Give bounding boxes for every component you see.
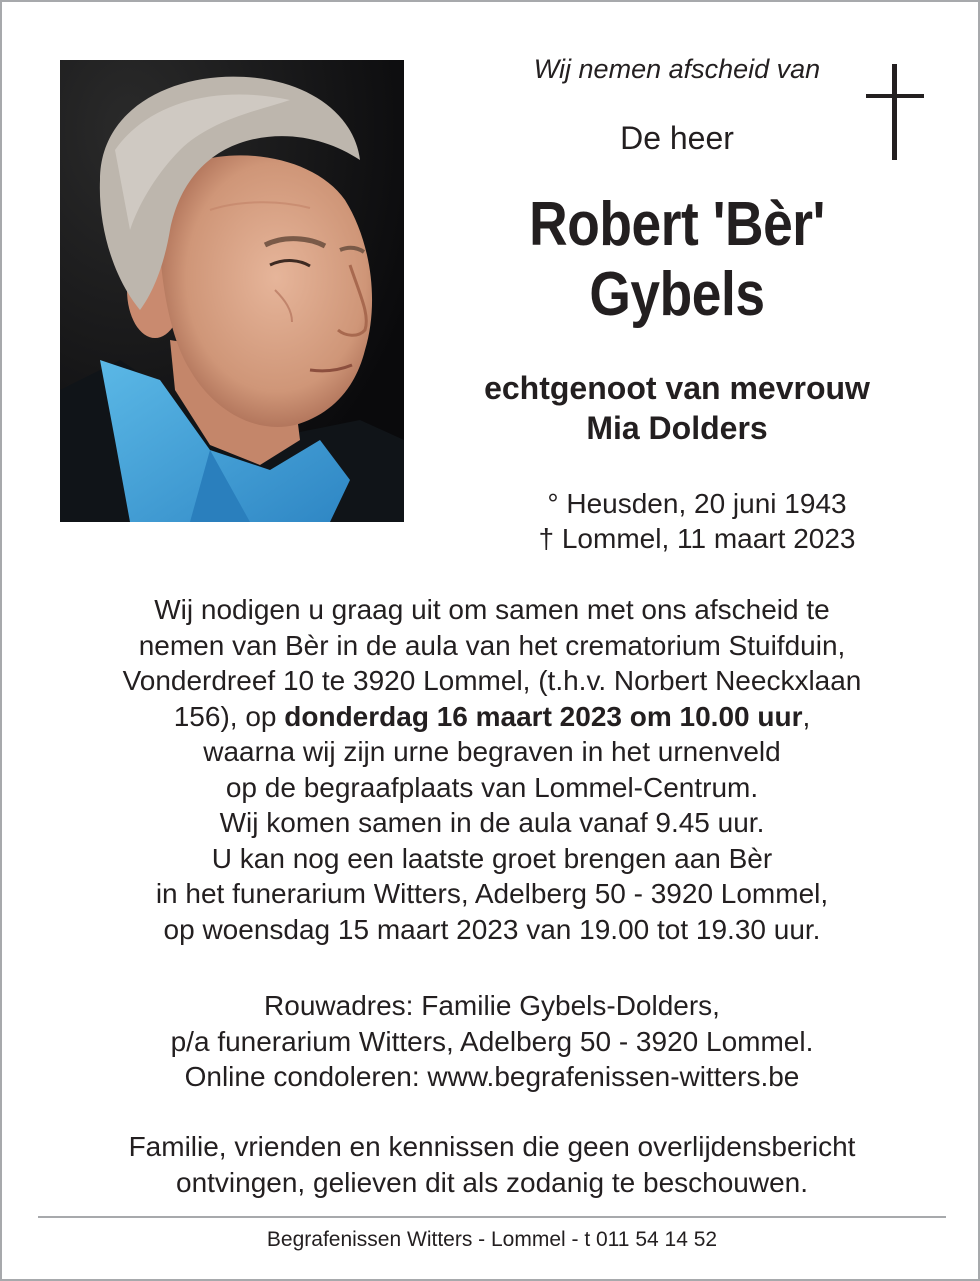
notice-text <box>42 1129 942 1200</box>
invitation-line <box>42 699 942 735</box>
invitation-line-end: , <box>802 700 811 732</box>
invitation-line: op woensdag 15 maart 2023 van 19.00 tot 19.30 uur. <box>163 913 821 945</box>
spouse-line-1: echtgenoot van mevrouw <box>484 370 870 406</box>
death-date: † Lommel, 11 maart 2023 <box>538 523 856 554</box>
name-line-1: Robert 'Bèr' <box>529 190 825 259</box>
invitation-line: op de begraafplaats van Lommel-Centrum. <box>225 771 759 803</box>
invitation-line: Wij nodigen u graag uit om samen met ons afscheid te <box>154 594 830 625</box>
salutation: De heer <box>620 120 734 156</box>
ceremony-date-time: donderdag 16 maart 2023 om 10.00 uur <box>284 700 803 732</box>
invitation-text <box>42 592 942 947</box>
address-line: p/a funerarium Witters, Adelberg 50 - 3920 Lommel. <box>170 1025 814 1057</box>
spouse-line-2: Mia Dolders <box>586 410 768 446</box>
invitation-line: in het funerarium Witters, Adelberg 50 - 3920 Lommel, <box>155 878 829 909</box>
address-line: Rouwadres: Familie Gybels-Dolders, <box>264 990 720 1021</box>
invitation-line: Wij komen samen in de aula vanaf 9.45 uur. <box>219 807 765 838</box>
invitation-line-start: 156), op <box>173 700 285 732</box>
footer-text: Begrafenissen Witters - Lommel - t 011 54 14 52 <box>266 1228 718 1251</box>
invitation-line: waarna wij zijn urne begraven in het urnenveld <box>203 736 781 767</box>
footer-divider <box>38 1216 946 1218</box>
name-line-2: Gybels <box>589 260 765 329</box>
invitation-line: nemen van Bèr in de aula van het crematorium Stuifduin, <box>138 629 846 661</box>
invitation-line: U kan nog een laatste groet brengen aan Bèr <box>211 842 773 874</box>
spouse-info <box>442 368 912 448</box>
portrait-photo <box>60 60 404 522</box>
notice-line: Familie, vrienden en kennissen die geen overlijdensbericht <box>128 1131 856 1162</box>
condolence-link[interactable]: Online condoleren: www.begrafenissen-witters.be <box>184 1061 800 1092</box>
invitation-line: Vonderdreef 10 te 3920 Lommel, (t.h.v. Norbert Neeckxlaan <box>122 665 862 696</box>
birth-date: ° Heusden, 20 juni 1943 <box>547 488 847 519</box>
notice-line: ontvingen, gelieven dit als zodanig te beschouwen. <box>176 1166 808 1198</box>
deceased-name <box>475 190 879 330</box>
life-dates <box>462 486 932 556</box>
mourning-address <box>42 988 942 1095</box>
intro-text: Wij nemen afscheid van <box>533 54 821 84</box>
